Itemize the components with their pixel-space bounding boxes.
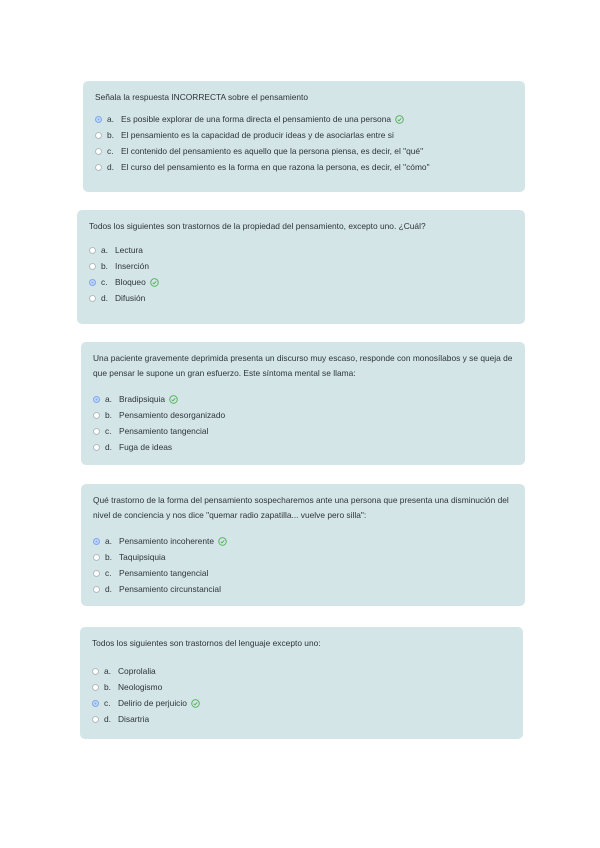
option-letter: b. xyxy=(105,552,112,562)
answer-option-a[interactable] xyxy=(89,242,513,258)
option-text: Difusión xyxy=(115,293,146,303)
option-text: Delirio de perjuicio xyxy=(118,698,187,708)
question-prompt: Todos los siguientes son trastornos del lenguaje excepto uno: xyxy=(92,638,321,648)
radio-unselected[interactable] xyxy=(92,668,99,675)
question-prompt: Una paciente gravemente deprimida presenta un discurso muy escaso, responde con monosílabos y se queja de que pensar le supone un gran esfuerzo. Este síntoma mental se llama: xyxy=(93,353,513,378)
option-letter: a. xyxy=(105,536,112,546)
option-letter: a. xyxy=(105,394,112,404)
option-text: Pensamiento circunstancial xyxy=(119,584,221,594)
answer-option-b[interactable] xyxy=(95,127,513,143)
radio-selected[interactable] xyxy=(89,279,96,286)
answer-option-b[interactable] xyxy=(93,407,513,423)
radio-selected[interactable] xyxy=(93,538,100,545)
option-text: Coprolalia xyxy=(118,666,156,676)
option-text: El curso del pensamiento es la forma en que razona la persona, es decir, el "cómo" xyxy=(121,162,430,172)
option-text: Pensamiento tangencial xyxy=(119,568,209,578)
option-letter: b. xyxy=(104,682,111,692)
answer-option-d[interactable] xyxy=(92,711,511,727)
answer-options xyxy=(89,242,513,306)
answer-option-c[interactable] xyxy=(92,695,511,711)
option-text: Inserción xyxy=(115,261,149,271)
question-prompt: Señala la respuesta INCORRECTA sobre el pensamiento xyxy=(95,92,309,102)
radio-unselected[interactable] xyxy=(93,554,100,561)
option-letter: b. xyxy=(101,261,108,271)
radio-unselected[interactable] xyxy=(95,148,102,155)
option-letter: c. xyxy=(101,277,108,287)
radio-unselected[interactable] xyxy=(89,247,96,254)
option-letter: d. xyxy=(101,293,108,303)
option-letter: c. xyxy=(105,568,112,578)
radio-unselected[interactable] xyxy=(93,412,100,419)
option-letter: c. xyxy=(105,426,112,436)
question-card-5 xyxy=(80,627,523,739)
answer-option-d[interactable] xyxy=(89,290,513,306)
option-text: Disartria xyxy=(118,714,150,724)
question-card-3 xyxy=(81,342,525,465)
option-letter: c. xyxy=(104,698,111,708)
correct-check-icon xyxy=(150,278,159,287)
question-prompt: Qué trastorno de la forma del pensamiento sospecharemos ante una persona que presenta una disminución del nivel de conciencia y nos dice "quemar radio zapatilla... vuelve pero silla": xyxy=(93,495,509,520)
option-text: El pensamiento es la capacidad de producir ideas y de asociarlas entre si xyxy=(121,130,394,140)
option-letter: d. xyxy=(104,714,111,724)
radio-unselected[interactable] xyxy=(93,428,100,435)
question-prompt: Todos los siguientes son trastornos de la propiedad del pensamiento, excepto uno. ¿Cuál? xyxy=(89,221,426,231)
answer-options xyxy=(93,391,513,455)
radio-unselected[interactable] xyxy=(95,164,102,171)
question-card-1 xyxy=(83,81,525,192)
option-letter: d. xyxy=(105,584,112,594)
option-letter: c. xyxy=(107,146,114,156)
question-card-4 xyxy=(81,484,525,606)
option-text: El contenido del pensamiento es aquello que la persona piensa, es decir, el "qué" xyxy=(121,146,424,156)
radio-selected[interactable] xyxy=(93,396,100,403)
option-text: Taquipsiquia xyxy=(119,552,166,562)
option-text: Pensamiento tangencial xyxy=(119,426,209,436)
question-card-2 xyxy=(77,210,525,324)
option-letter: b. xyxy=(107,130,114,140)
radio-unselected[interactable] xyxy=(89,295,96,302)
option-text: Bradipsiquia xyxy=(119,394,166,404)
option-letter: a. xyxy=(101,245,108,255)
answer-option-c[interactable] xyxy=(89,274,513,290)
option-text: Es posible explorar de una forma directa el pensamiento de una persona xyxy=(121,114,392,124)
answer-options xyxy=(95,111,513,175)
answer-option-c[interactable] xyxy=(93,423,513,439)
answer-options xyxy=(92,663,511,727)
answer-option-d[interactable] xyxy=(95,159,513,175)
option-letter: d. xyxy=(107,162,114,172)
correct-check-icon xyxy=(191,699,200,708)
radio-unselected[interactable] xyxy=(93,586,100,593)
answer-option-d[interactable] xyxy=(93,581,513,597)
option-text: Lectura xyxy=(115,245,143,255)
option-text: Neologismo xyxy=(118,682,163,692)
option-text: Pensamiento incoherente xyxy=(119,536,214,546)
answer-option-a[interactable] xyxy=(92,663,511,679)
answer-option-b[interactable] xyxy=(92,679,511,695)
correct-check-icon xyxy=(169,395,178,404)
option-letter: a. xyxy=(107,114,114,124)
radio-unselected[interactable] xyxy=(92,684,99,691)
answer-option-c[interactable] xyxy=(93,565,513,581)
option-text: Bloqueo xyxy=(115,277,146,287)
correct-check-icon xyxy=(218,537,227,546)
answer-option-b[interactable] xyxy=(93,549,513,565)
radio-unselected[interactable] xyxy=(93,444,100,451)
radio-unselected[interactable] xyxy=(95,132,102,139)
answer-option-a[interactable] xyxy=(93,533,513,549)
option-letter: d. xyxy=(105,442,112,452)
option-letter: a. xyxy=(104,666,111,676)
radio-unselected[interactable] xyxy=(89,263,96,270)
radio-selected[interactable] xyxy=(95,116,102,123)
answer-option-d[interactable] xyxy=(93,439,513,455)
answer-option-a[interactable] xyxy=(95,111,513,127)
radio-unselected[interactable] xyxy=(92,716,99,723)
option-text: Pensamiento desorganizado xyxy=(119,410,226,420)
option-text: Fuga de ideas xyxy=(119,442,173,452)
answer-option-a[interactable] xyxy=(93,391,513,407)
correct-check-icon xyxy=(395,115,404,124)
radio-selected[interactable] xyxy=(92,700,99,707)
radio-unselected[interactable] xyxy=(93,570,100,577)
answer-options xyxy=(93,533,513,597)
answer-option-b[interactable] xyxy=(89,258,513,274)
answer-option-c[interactable] xyxy=(95,143,513,159)
option-letter: b. xyxy=(105,410,112,420)
